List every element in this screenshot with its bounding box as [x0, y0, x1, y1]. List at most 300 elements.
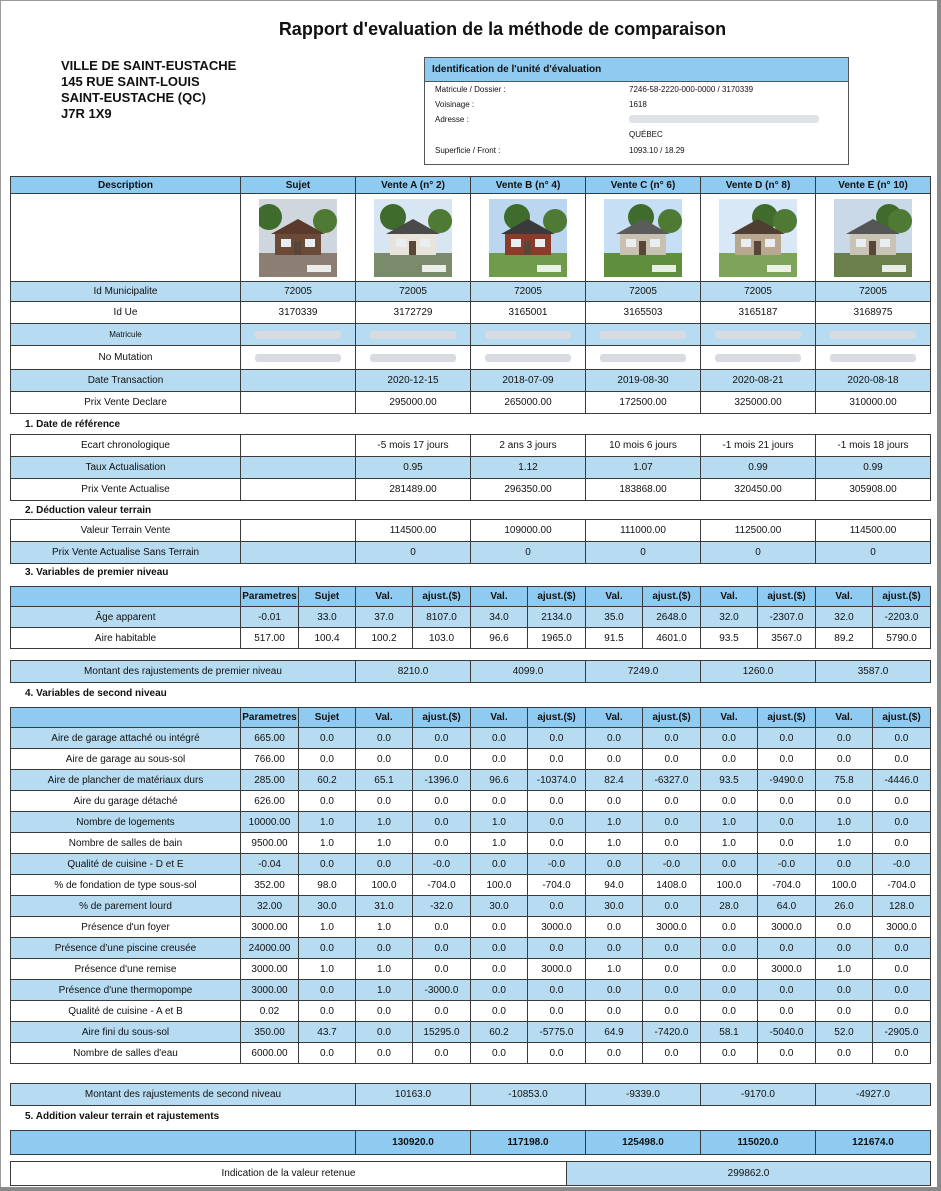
total-label: Montant des rajustements de second niveau: [11, 1084, 356, 1106]
sale-photo-cell: [816, 194, 931, 282]
addition-value: 115020.0: [701, 1131, 816, 1155]
sale-val: 0.0: [701, 791, 758, 812]
sale-val: 1.0: [356, 959, 413, 980]
sale-adjust: 0.0: [643, 749, 701, 770]
adjust-header: ajust.($): [643, 708, 701, 728]
subject-value: 0.0: [299, 749, 356, 770]
info-row: [11, 282, 931, 302]
final-value: 299862.0: [567, 1162, 931, 1186]
total-value: -9339.0: [586, 1084, 701, 1106]
sale-value: 1.07: [586, 457, 701, 479]
sale-val: 1.0: [356, 812, 413, 833]
parametre-value: 9500.00: [241, 833, 299, 854]
sale-photo-cell: [701, 194, 816, 282]
parametre-value: 10000.00: [241, 812, 299, 833]
row-label: Matricule: [11, 324, 241, 346]
sale-val: 100.0: [816, 875, 873, 896]
sale-val: 0.0: [816, 854, 873, 875]
sale-val: 31.0: [356, 896, 413, 917]
adjust-header: ajust.($): [758, 587, 816, 607]
sale-val: 0.0: [701, 854, 758, 875]
sale-value: 265000.00: [471, 392, 586, 414]
variable-row: [11, 917, 931, 938]
blank-header: [11, 708, 241, 728]
sale-adjust: 0.0: [758, 833, 816, 854]
sale-value: 10 mois 6 jours: [586, 435, 701, 457]
sale-value: 114500.00: [356, 520, 471, 542]
photo-row: [11, 194, 931, 282]
sale-val: 0.0: [586, 791, 643, 812]
sale-value: 281489.00: [356, 479, 471, 501]
sale-value: 0: [816, 542, 931, 564]
superficie-label: Superficie / Front :: [435, 146, 501, 155]
sale-value: 2020-08-21: [701, 370, 816, 392]
sale-val: 93.5: [701, 770, 758, 791]
sale-value: 72005: [586, 282, 701, 302]
sale-val: 26.0: [816, 896, 873, 917]
subject-value: [241, 392, 356, 414]
subject-photo-cell: [241, 194, 356, 282]
redacted-text: [715, 331, 801, 339]
subject-value: 98.0: [299, 875, 356, 896]
sale-adjust: 103.0: [413, 628, 471, 649]
sale-adjust: 5790.0: [873, 628, 931, 649]
sale-val: 0.0: [701, 749, 758, 770]
variable-row: [11, 833, 931, 854]
sale-val: 1.0: [356, 980, 413, 1001]
val-header: Val.: [356, 587, 413, 607]
variable-label: Aire du garage détaché: [11, 791, 241, 812]
sale-val: 0.0: [586, 980, 643, 1001]
row-label: Prix Vente Actualise: [11, 479, 241, 501]
sale-photo-cell: [586, 194, 701, 282]
sale-val: 1.0: [471, 833, 528, 854]
redacted-text: [600, 331, 686, 339]
info-row: [11, 302, 931, 324]
sale-adjust: 2648.0: [643, 607, 701, 628]
info-row: [11, 392, 931, 414]
variable-label: Aire habitable: [11, 628, 241, 649]
sale-val: 60.2: [471, 1022, 528, 1043]
sale-val: 0.0: [471, 1043, 528, 1064]
sale-header: Vente C (n° 6): [586, 177, 701, 194]
sale-adjust: 3000.0: [528, 959, 586, 980]
addition-value: 121674.0: [816, 1131, 931, 1155]
redacted-value: [816, 346, 931, 370]
sale-val: 89.2: [816, 628, 873, 649]
sale-adjust: 0.0: [528, 812, 586, 833]
subject-value: 33.0: [299, 607, 356, 628]
sale-adjust: 0.0: [873, 980, 931, 1001]
addition-row: [11, 1131, 931, 1155]
sale-adjust: 0.0: [528, 1001, 586, 1022]
sale-val: 0.0: [471, 728, 528, 749]
sale-adjust: -2307.0: [758, 607, 816, 628]
sale-adjust: -0.0: [643, 854, 701, 875]
sale-header: Vente D (n° 8): [701, 177, 816, 194]
redacted-value: [356, 324, 471, 346]
sale-adjust: 0.0: [643, 812, 701, 833]
address-line: VILLE DE SAINT-EUSTACHE: [61, 58, 237, 73]
sale-val: 0.0: [701, 728, 758, 749]
sale-val: 0.0: [356, 1022, 413, 1043]
redacted-text: [255, 331, 341, 339]
date-row: [11, 457, 931, 479]
subject-value: 1.0: [299, 812, 356, 833]
redacted-value: [701, 324, 816, 346]
sale-adjust: 0.0: [643, 728, 701, 749]
parametre-value: 285.00: [241, 770, 299, 791]
subject-value: 1.0: [299, 917, 356, 938]
variable-label: % de fondation de type sous-sol: [11, 875, 241, 896]
variable-row: [11, 1022, 931, 1043]
sale-val: 0.0: [471, 980, 528, 1001]
adjust-header: ajust.($): [873, 708, 931, 728]
sale-val: 32.0: [701, 607, 758, 628]
sale-adjust: 0.0: [873, 791, 931, 812]
sale-adjust: 0.0: [643, 833, 701, 854]
sale-val: 93.5: [701, 628, 758, 649]
variable-row: [11, 938, 931, 959]
sale-adjust: -0.0: [758, 854, 816, 875]
sale-adjust: -0.0: [873, 854, 931, 875]
sale-value: 72005: [471, 282, 586, 302]
row-label: Id Municipalite: [11, 282, 241, 302]
sale-val: 34.0: [471, 607, 528, 628]
sale-value: 296350.00: [471, 479, 586, 501]
row-label: Ecart chronologique: [11, 435, 241, 457]
sale-value: 0: [701, 542, 816, 564]
sale-val: 0.0: [816, 980, 873, 1001]
sale-house-photo: [374, 199, 452, 277]
sale-adjust: 0.0: [873, 812, 931, 833]
sale-adjust: -704.0: [528, 875, 586, 896]
subject-value: 100.4: [299, 628, 356, 649]
sale-val: 28.0: [701, 896, 758, 917]
sale-value: 112500.00: [701, 520, 816, 542]
total-value: 7249.0: [586, 661, 701, 683]
variable-label: Présence d'un foyer: [11, 917, 241, 938]
subject-value: 1.0: [299, 959, 356, 980]
sale-adjust: 8107.0: [413, 607, 471, 628]
sale-value: 310000.00: [816, 392, 931, 414]
address-line: SAINT-EUSTACHE (QC): [61, 90, 206, 105]
sale-value: 72005: [816, 282, 931, 302]
date-row: [11, 479, 931, 501]
sale-adjust: -6327.0: [643, 770, 701, 791]
adjust-header: ajust.($): [758, 708, 816, 728]
sale-house-photo: [489, 199, 567, 277]
sale-adjust: 2134.0: [528, 607, 586, 628]
sale-adjust: -7420.0: [643, 1022, 701, 1043]
terrain-deduction-table: [10, 519, 931, 564]
date-row: [11, 435, 931, 457]
parametres-header: Parametres: [241, 587, 299, 607]
variable-label: % de parement lourd: [11, 896, 241, 917]
sale-val: 1.0: [356, 833, 413, 854]
parametre-value: 517.00: [241, 628, 299, 649]
sale-val: 1.0: [586, 833, 643, 854]
sale-adjust: 128.0: [873, 896, 931, 917]
subject-empty: [241, 457, 356, 479]
subject-empty: [241, 542, 356, 564]
sale-adjust: -5775.0: [528, 1022, 586, 1043]
variable-row: [11, 896, 931, 917]
sale-val: 32.0: [816, 607, 873, 628]
level1-variables-table: [10, 586, 931, 649]
sale-val: 0.0: [356, 791, 413, 812]
adjust-header: ajust.($): [528, 708, 586, 728]
address-line: J7R 1X9: [61, 106, 112, 121]
sale-value: 0.95: [356, 457, 471, 479]
row-label: Valeur Terrain Vente: [11, 520, 241, 542]
sale-val: 0.0: [356, 1043, 413, 1064]
sale-val: 0.0: [471, 854, 528, 875]
sale-value: 72005: [701, 282, 816, 302]
sale-adjust: 0.0: [413, 1043, 471, 1064]
sale-adjust: 0.0: [643, 896, 701, 917]
sale-adjust: 0.0: [758, 728, 816, 749]
sale-adjust: 0.0: [528, 980, 586, 1001]
redacted-text: [485, 354, 571, 362]
parametre-value: 3000.00: [241, 917, 299, 938]
terrain-row: [11, 542, 931, 564]
redacted-text: [370, 354, 456, 362]
parametre-value: 3000.00: [241, 980, 299, 1001]
superficie-value: 1093.10 / 18.29: [629, 146, 685, 155]
sale-val: 0.0: [816, 1001, 873, 1022]
sale-adjust: 0.0: [873, 833, 931, 854]
sale-val: 1.0: [701, 812, 758, 833]
subject-value: 72005: [241, 282, 356, 302]
matricule-label: Matricule / Dossier :: [435, 85, 506, 94]
subject-value: 30.0: [299, 896, 356, 917]
redacted-text: [600, 354, 686, 362]
sale-val: 0.0: [471, 749, 528, 770]
adresse-label: Adresse :: [435, 115, 469, 124]
subject-value: 1.0: [299, 833, 356, 854]
sale-val: 37.0: [356, 607, 413, 628]
subject-header: Sujet: [241, 177, 356, 194]
level2-variables-table: [10, 707, 931, 1064]
sale-val: 0.0: [816, 1043, 873, 1064]
sale-adjust: 0.0: [758, 749, 816, 770]
redacted-text: [830, 331, 916, 339]
sale-val: 0.0: [356, 728, 413, 749]
sale-value: 172500.00: [586, 392, 701, 414]
redacted-value: [586, 324, 701, 346]
sale-val: 0.0: [356, 1001, 413, 1022]
sale-adjust: 0.0: [413, 749, 471, 770]
redacted-value: [471, 324, 586, 346]
adjust-header: ajust.($): [413, 587, 471, 607]
variable-label: Nombre de salles de bain: [11, 833, 241, 854]
variable-label: Présence d'une remise: [11, 959, 241, 980]
sale-value: 320450.00: [701, 479, 816, 501]
variable-row: [11, 980, 931, 1001]
province-value: QUÉBEC: [629, 130, 663, 139]
sale-adjust: 0.0: [413, 791, 471, 812]
val-header: Val.: [816, 708, 873, 728]
parametre-value: 0.02: [241, 1001, 299, 1022]
sale-val: 0.0: [701, 917, 758, 938]
sale-value: 3165187: [701, 302, 816, 324]
subject-house-photo: [259, 199, 337, 277]
variable-label: Aire de plancher de matériaux durs: [11, 770, 241, 791]
section-title-addition: 5. Addition valeur terrain et rajustements: [25, 1111, 220, 1122]
sale-adjust: -9490.0: [758, 770, 816, 791]
sale-val: 0.0: [471, 938, 528, 959]
level1-total-row: [11, 661, 931, 683]
sale-val: 0.0: [471, 959, 528, 980]
sale-adjust: 0.0: [643, 980, 701, 1001]
addition-value: 130920.0: [356, 1131, 471, 1155]
identification-header: Identification de l'unité d'évaluation: [425, 58, 848, 82]
subject-value: 0.0: [299, 938, 356, 959]
variable-label: Âge apparent: [11, 607, 241, 628]
sale-adjust: 0.0: [643, 959, 701, 980]
sale-value: 109000.00: [471, 520, 586, 542]
sale-value: 114500.00: [816, 520, 931, 542]
total-value: 8210.0: [356, 661, 471, 683]
subject-header: Sujet: [299, 587, 356, 607]
row-label: Prix Vente Declare: [11, 392, 241, 414]
sale-adjust: 0.0: [758, 1001, 816, 1022]
subject-value: 60.2: [299, 770, 356, 791]
sale-value: 0.99: [816, 457, 931, 479]
sale-val: 0.0: [471, 917, 528, 938]
sale-val: 1.0: [816, 833, 873, 854]
sale-value: -1 mois 18 jours: [816, 435, 931, 457]
section-title-date: 1. Date de référence: [25, 419, 121, 430]
sale-adjust: 3567.0: [758, 628, 816, 649]
info-row: [11, 346, 931, 370]
sale-value: 0.99: [701, 457, 816, 479]
sale-adjust: -2203.0: [873, 607, 931, 628]
variable-row: [11, 812, 931, 833]
sale-adjust: -4446.0: [873, 770, 931, 791]
sale-val: 1.0: [471, 812, 528, 833]
sale-adjust: 0.0: [643, 1001, 701, 1022]
sale-value: 72005: [356, 282, 471, 302]
sale-val: 82.4: [586, 770, 643, 791]
sale-value: 3168975: [816, 302, 931, 324]
sale-val: 0.0: [586, 728, 643, 749]
sale-val: 0.0: [356, 938, 413, 959]
val-header: Val.: [586, 587, 643, 607]
row-label: Id Ue: [11, 302, 241, 324]
sale-val: 0.0: [816, 728, 873, 749]
sale-value: 2019-08-30: [586, 370, 701, 392]
sale-val: 1.0: [816, 959, 873, 980]
sale-adjust: -10374.0: [528, 770, 586, 791]
subject-empty: [241, 435, 356, 457]
sale-adjust: 0.0: [528, 791, 586, 812]
sale-adjust: 0.0: [873, 938, 931, 959]
row-label: Taux Actualisation: [11, 457, 241, 479]
voisinage-value: 1618: [629, 100, 647, 109]
sale-value: -1 mois 21 jours: [701, 435, 816, 457]
level2-total-table: [10, 1083, 931, 1106]
row-label: Date Transaction: [11, 370, 241, 392]
sale-adjust: -0.0: [413, 854, 471, 875]
total-value: 4099.0: [471, 661, 586, 683]
sale-header: Vente E (n° 10): [816, 177, 931, 194]
sale-val: 1.0: [586, 812, 643, 833]
sale-adjust: 0.0: [528, 728, 586, 749]
sale-adjust: 0.0: [873, 1001, 931, 1022]
level2-total-row: [11, 1084, 931, 1106]
sale-val: 96.6: [471, 770, 528, 791]
sale-adjust: 0.0: [528, 749, 586, 770]
redacted-text: [830, 354, 916, 362]
photo-label-cell: [11, 194, 241, 282]
address-line: 145 RUE SAINT-LOUIS: [61, 74, 200, 89]
subject-value: [241, 370, 356, 392]
sale-adjust: 0.0: [528, 1043, 586, 1064]
sale-adjust: 0.0: [873, 1043, 931, 1064]
final-label: Indication de la valeur retenue: [11, 1162, 567, 1186]
val-header: Val.: [701, 587, 758, 607]
sale-val: 0.0: [816, 791, 873, 812]
identification-box: [424, 57, 849, 165]
sale-value: -5 mois 17 jours: [356, 435, 471, 457]
sale-adjust: -1396.0: [413, 770, 471, 791]
sale-val: 0.0: [701, 959, 758, 980]
variable-row: [11, 628, 931, 649]
sale-value: 2020-12-15: [356, 370, 471, 392]
sale-adjust: 0.0: [413, 833, 471, 854]
parametre-value: 626.00: [241, 791, 299, 812]
sale-adjust: 0.0: [758, 812, 816, 833]
column-header-row: [11, 177, 931, 194]
variable-label: Aire de garage au sous-sol: [11, 749, 241, 770]
sale-adjust: 0.0: [758, 791, 816, 812]
sale-value: 0: [586, 542, 701, 564]
sale-val: 1.0: [586, 959, 643, 980]
subject-value: 0.0: [299, 854, 356, 875]
addition-value: 125498.0: [586, 1131, 701, 1155]
sale-adjust: 0.0: [758, 1043, 816, 1064]
sale-adjust: 0.0: [873, 959, 931, 980]
sale-adjust: 15295.0: [413, 1022, 471, 1043]
sale-house-photo: [604, 199, 682, 277]
variable-header-row: [11, 587, 931, 607]
sale-photo-cell: [471, 194, 586, 282]
subject-value: 0.0: [299, 728, 356, 749]
info-row: [11, 324, 931, 346]
parametre-value: 766.00: [241, 749, 299, 770]
sale-val: 0.0: [471, 1001, 528, 1022]
redacted-value: [586, 346, 701, 370]
sale-val: 75.8: [816, 770, 873, 791]
sale-val: 0.0: [356, 854, 413, 875]
sale-adjust: 3000.0: [758, 959, 816, 980]
sale-adjust: 0.0: [643, 791, 701, 812]
sale-val: 94.0: [586, 875, 643, 896]
sale-value: 0: [356, 542, 471, 564]
sale-val: 0.0: [701, 938, 758, 959]
sale-value: 325000.00: [701, 392, 816, 414]
subject-empty: [241, 479, 356, 501]
sale-adjust: 0.0: [758, 980, 816, 1001]
redacted-text: [715, 354, 801, 362]
total-value: -4927.0: [816, 1084, 931, 1106]
sale-value: 0: [471, 542, 586, 564]
sale-adjust: 0.0: [873, 749, 931, 770]
sale-val: 0.0: [816, 938, 873, 959]
sale-value: 295000.00: [356, 392, 471, 414]
